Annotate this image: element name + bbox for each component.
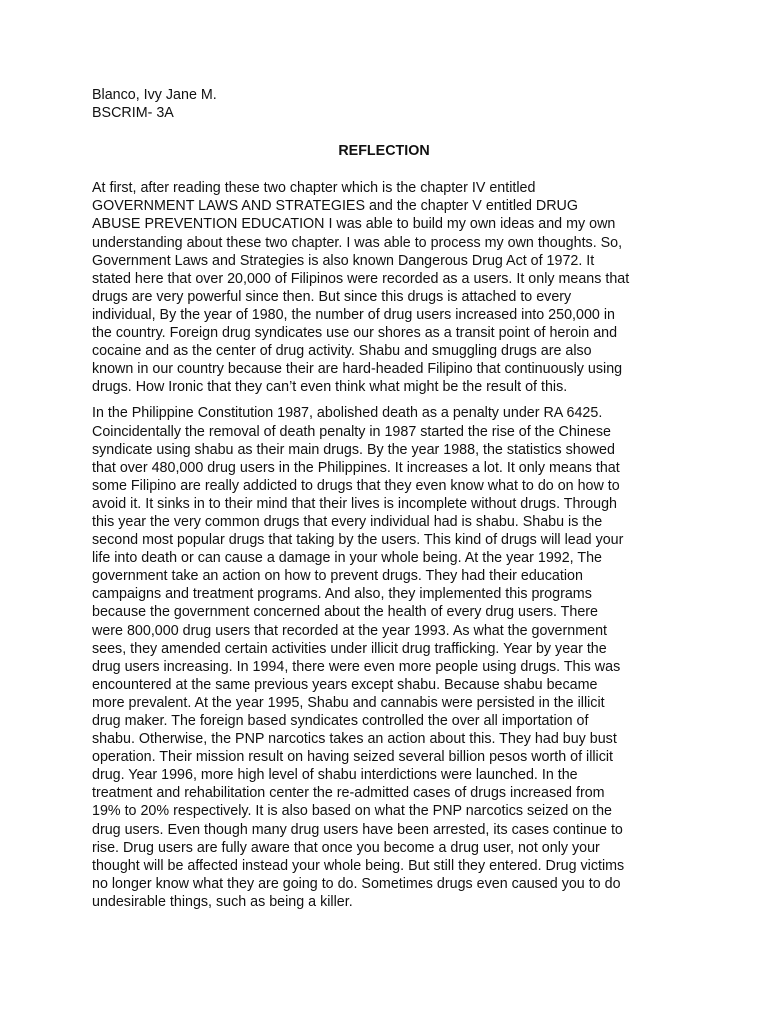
text-line: individual, By the year of 1980, the number of drug users increased into 250,000 in (92, 306, 615, 323)
text-line: the country. Foreign drug syndicates use our shores as a transit point of heroin and (92, 325, 618, 342)
text-line: rise. Drug users are fully aware that once you become a drug user, not only your (92, 839, 600, 856)
text-line: shabu. Otherwise, the PNP narcotics takes an action about this. They had buy bust (92, 731, 617, 748)
text-line: GOVERNMENT LAWS AND STRATEGIES and the chapter V entitled DRUG (92, 198, 578, 215)
text-line: ABUSE PREVENTION EDUCATION I was able to build my own ideas and my own (92, 216, 616, 233)
text-line: Coincidentally the removal of death penalty in 1987 started the rise of the Chinese (92, 423, 611, 440)
document-title: REFLECTION (338, 143, 430, 160)
text-line: drugs are very powerful since then. But since this drugs is attached to every (92, 288, 572, 305)
author-name: Blanco, Ivy Jane M. (92, 87, 217, 103)
text-line: this year the very common drugs that every individual had is shabu. Shabu is the (92, 513, 603, 530)
text-line: cocaine and as the center of drug activity. Shabu and smuggling drugs are also (92, 343, 592, 360)
text-line: thought will be affected instead your whole being. But still they entered. Drug victims (92, 857, 625, 874)
text-line: drug users increasing. In 1994, there were even more people using drugs. This was (92, 658, 621, 675)
text-line: drug users. Even though many drug users have been arrested, its cases continue to (92, 821, 623, 838)
body-paragraph (92, 404, 676, 911)
text-line: At first, after reading these two chapter which is the chapter IV entitled (92, 180, 536, 197)
text-line: some Filipino are really addicted to drugs that they even know what to do on how to (92, 477, 620, 494)
text-line: syndicate using shabu as their main drugs. By the year 1988, the statistics showed (92, 441, 615, 458)
document-page (92, 86, 676, 919)
text-line: government take an action on how to prevent drugs. They had their education (92, 568, 583, 585)
text-line: 19% to 20% respectively. It is also based on what the PNP narcotics seized on the (92, 803, 613, 820)
text-line: were 800,000 drug users that recorded at the year 1993. As what the government (92, 622, 608, 639)
section-label: BSCRIM- 3A (92, 105, 174, 122)
text-line: sees, they amended certain activities under illicit drug trafficking. Year by year the (92, 640, 607, 657)
text-line: campaigns and treatment programs. And also, they implemented this programs (92, 586, 592, 603)
text-line: avoid it. It sinks in to their mind that their lives is incomplete without drugs. Through (92, 495, 617, 512)
text-line: drug. Year 1996, more high level of shabu interdictions were launched. In the (92, 767, 578, 784)
text-line: because the government concerned about the health of every drug users. There (92, 604, 599, 621)
text-line: understanding about these two chapter. I was able to process my own thoughts. So, (92, 234, 623, 251)
text-line: encountered at the same previous years except shabu. Because shabu became (92, 676, 598, 693)
text-line: second most popular drugs that taking by the users. This kind of drugs will lead your (92, 532, 624, 549)
text-line: operation. Their mission result on having seized several billion pesos worth of illicit (92, 749, 614, 766)
text-line: that over 480,000 drug users in the Philippines. It increases a lot. It only means that (92, 459, 620, 476)
text-line: undesirable things, such as being a killer. (92, 893, 353, 910)
text-line: drugs. How Ironic that they can’t even think what might be the result of this. (92, 379, 568, 396)
text-line: life into death or can cause a damage in your whole being. At the year 1992, The (92, 550, 602, 567)
text-line: stated here that over 20,000 of Filipinos were recorded as a users. It only means that (92, 270, 630, 287)
text-line: In the Philippine Constitution 1987, abolished death as a penalty under RA 6425. (92, 405, 603, 422)
text-line: drug maker. The foreign based syndicates controlled the over all importation of (92, 713, 589, 729)
text-line: treatment and rehabilitation center the re-admitted cases of drugs increased from (92, 785, 605, 802)
body-paragraph (92, 179, 676, 396)
text-line: no longer know what they are going to do. Sometimes drugs even caused you to do (92, 875, 621, 892)
document-body (92, 179, 676, 911)
text-line: known in our country because their are hard-headed Filipino that continuously using (92, 361, 623, 378)
text-line: Government Laws and Strategies is also known Dangerous Drug Act of 1972. It (92, 252, 595, 269)
text-line: more prevalent. At the year 1995, Shabu and cannabis were persisted in the illicit (92, 694, 605, 711)
